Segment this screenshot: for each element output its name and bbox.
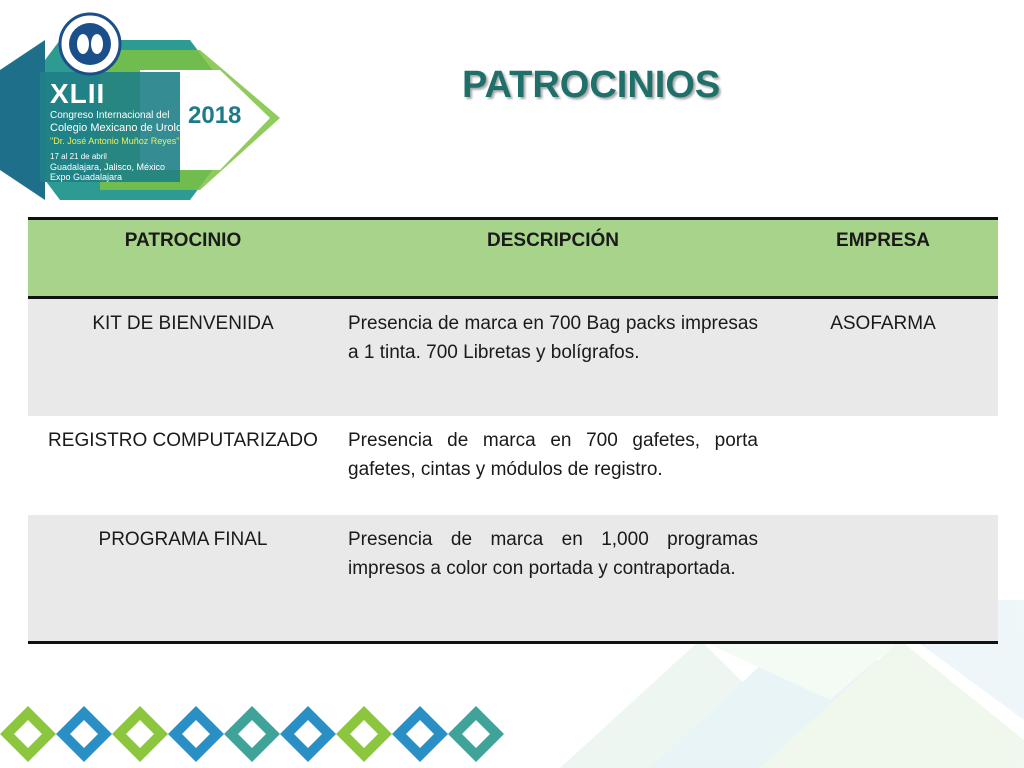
cell-empresa	[768, 416, 998, 515]
header-descripcion: DESCRIPCIÓN	[338, 219, 768, 298]
table-row	[28, 515, 998, 643]
congress-logo	[0, 0, 300, 210]
logo-line-1: Congreso Internacional del	[50, 110, 170, 121]
cell-descripcion: Presencia de marca en 700 Bag packs impresas a 1 tinta. 700 Libretas y bolígrafos.	[348, 313, 758, 363]
cell-patrocinio: KIT DE BIENVENIDA	[92, 313, 274, 334]
cell-patrocinio: REGISTRO COMPUTARIZADO	[48, 430, 318, 451]
logo-line-3: "Dr. José Antonio Muñoz Reyes"	[50, 136, 180, 146]
cell-descripcion: Presencia de marca en 1,000 programas impresos a color con portada y contraportada.	[338, 515, 768, 643]
table-row	[28, 298, 998, 417]
cell-empresa: ASOFARMA	[830, 313, 936, 334]
sponsorship-table	[28, 217, 998, 644]
chevron-band	[0, 706, 504, 762]
cell-patrocinio: PROGRAMA FINAL	[28, 515, 338, 643]
logo-line-4: 17 al 21 de abril	[50, 152, 107, 161]
page-title: PATROCINIOS	[462, 64, 721, 106]
logo-year: 2018	[188, 102, 242, 129]
header-patrocinio: PATROCINIO	[28, 219, 338, 298]
table-row	[28, 416, 998, 515]
cell-descripcion: Presencia de marca en 700 gafetes, porta gafetes, cintas y módulos de registro.	[348, 430, 758, 480]
logo-line-6: Expo Guadalajara	[50, 172, 123, 182]
cell-empresa	[768, 515, 998, 643]
logo-line-2: Colegio Mexicano de Urología Nacional	[50, 122, 244, 134]
logo-line-5: Guadalajara, Jalisco, México	[50, 162, 166, 172]
table-header-row	[28, 219, 998, 298]
logo-roman-numeral: XLII	[50, 78, 106, 109]
sponsorship-table-container	[28, 217, 998, 644]
header-empresa: EMPRESA	[768, 219, 998, 298]
